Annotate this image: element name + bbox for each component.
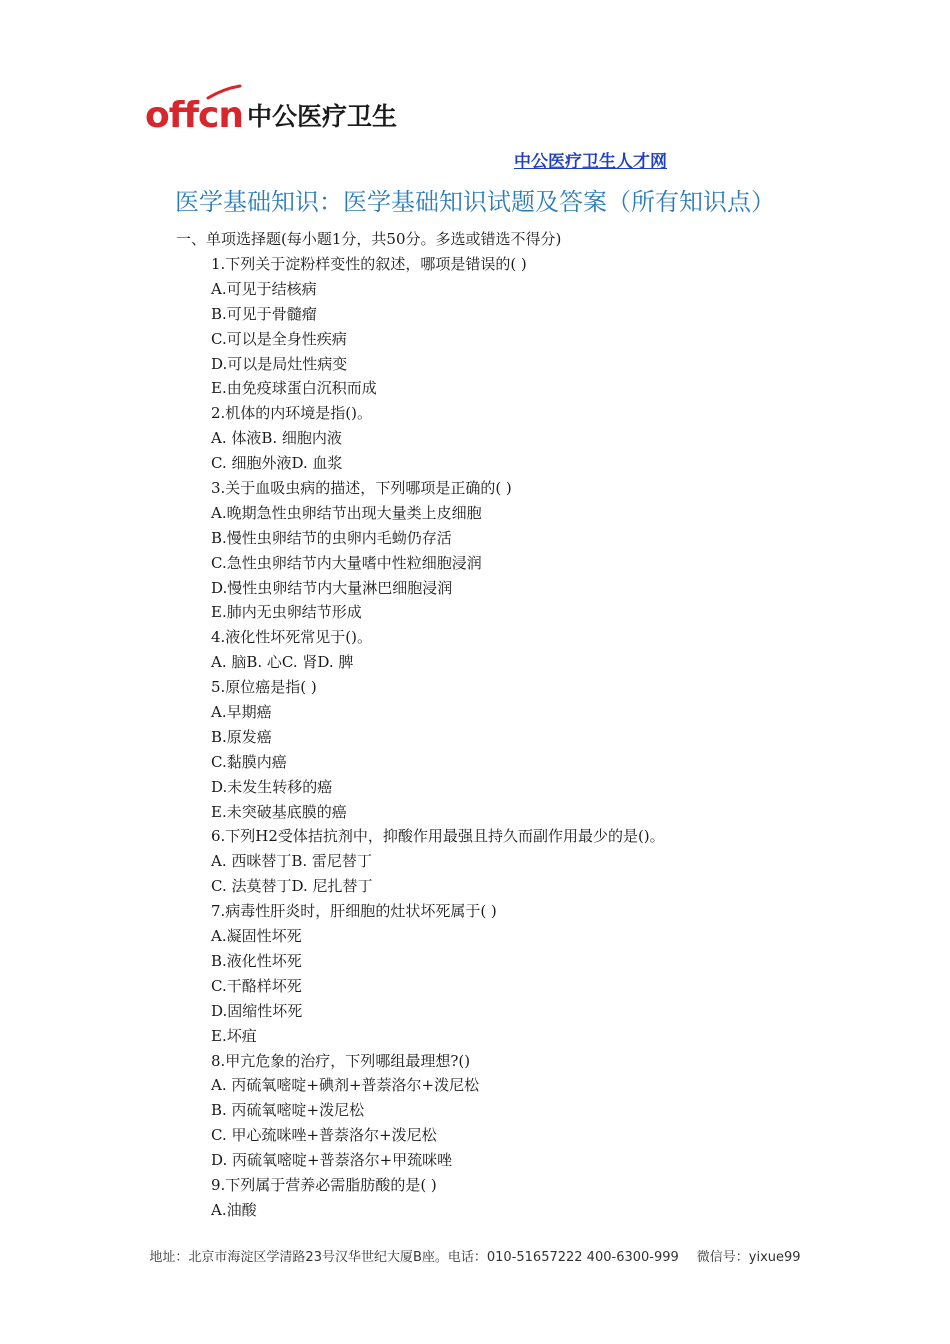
site-link[interactable]: 中公医疗卫生人才网 <box>514 152 667 172</box>
question-line: A.油酸 <box>211 1200 257 1219</box>
document-title: 医学基础知识：医学基础知识试题及答案（所有知识点） <box>175 188 775 216</box>
question-line: A.可见于结核病 <box>211 279 317 298</box>
question-line: 5.原位癌是指( ) <box>211 678 317 697</box>
question-line: A. 脑B. 心C. 肾D. 脾 <box>211 653 354 672</box>
question-line: A. 体液B. 细胞内液 <box>211 429 342 448</box>
question-line: E.肺内无虫卵结节形成 <box>211 603 362 622</box>
logo-brand-name: 中公医疗卫生 <box>247 102 398 131</box>
question-line: B.可见于骨髓瘤 <box>211 304 317 323</box>
question-line: 4.液化性坏死常见于()。 <box>211 628 373 647</box>
question-line: 1.下列关于淀粉样变性的叙述，哪项是错误的( ) <box>211 255 527 273</box>
question-line: 8.甲亢危象的治疗，下列哪组最理想?() <box>211 1051 471 1070</box>
footer-address: 地址：北京市海淀区学清路23号汉华世纪大厦B座。电话：010-51657222 400-6300-999 <box>149 1250 679 1265</box>
question-line: E.未突破基底膜的癌 <box>211 802 347 821</box>
logo-mark: offcn <box>145 95 244 136</box>
question-line: C.干酪样坏死 <box>211 976 302 995</box>
question-line: 9.下列属于营养必需脂肪酸的是( ) <box>211 1175 437 1194</box>
question-line: C.急性虫卵结节内大量嗜中性粒细胞浸润 <box>211 553 482 572</box>
question-line: D.慢性虫卵结节内大量淋巴细胞浸润 <box>211 578 453 597</box>
question-line: B.慢性虫卵结节的虫卵内毛蚴仍存活 <box>211 528 452 547</box>
question-line: B.原发癌 <box>211 727 272 746</box>
question-line: C.黏膜内癌 <box>211 752 287 771</box>
question-line: A.早期癌 <box>211 703 272 722</box>
question-line: 6.下列H2受体拮抗剂中，抑酸作用最强且持久而副作用最少的是()。 <box>211 827 665 846</box>
question-list <box>211 253 665 1224</box>
question-line: D. 丙硫氧嘧啶+普萘洛尔+甲巯咪唑 <box>211 1151 453 1170</box>
footer-wechat: 微信号：yixue99 <box>696 1250 801 1265</box>
question-line: 3.关于血吸虫病的描述，下列哪项是正确的( ) <box>211 479 512 498</box>
question-line: E.由免疫球蛋白沉积而成 <box>211 379 377 398</box>
page-footer <box>0 1246 950 1265</box>
question-line: B.液化性坏死 <box>211 951 302 970</box>
question-line: A.凝固性坏死 <box>211 927 302 946</box>
question-line: C. 甲心巯咪唑+普萘洛尔+泼尼松 <box>211 1126 437 1145</box>
question-line: C. 法莫替丁D. 尼扎替丁 <box>211 877 373 896</box>
question-line: C. 细胞外液D. 血浆 <box>211 454 343 473</box>
question-line: D.固缩性坏死 <box>211 1001 303 1020</box>
section-heading: 一、单项选择题(每小题1分，共50分。多选或错选不得分) <box>176 230 562 248</box>
question-line: A.晚期急性虫卵结节出现大量类上皮细胞 <box>211 503 482 522</box>
question-line: 2.机体的内环境是指()。 <box>211 404 373 423</box>
question-line: 7.病毒性肝炎时，肝细胞的灶状坏死属于( ) <box>211 902 497 921</box>
question-line: C.可以是全身性疾病 <box>211 329 347 348</box>
question-line: A. 西咪替丁B. 雷尼替丁 <box>211 852 372 871</box>
question-line: A. 丙硫氧嘧啶+碘剂+普萘洛尔+泼尼松 <box>211 1076 480 1095</box>
question-line: D.可以是局灶性病变 <box>211 354 348 373</box>
logo-swoosh-icon <box>146 84 246 104</box>
question-line: B. 丙硫氧嘧啶+泼尼松 <box>211 1101 365 1120</box>
question-line: E.坏疽 <box>211 1026 257 1045</box>
question-line: D.未发生转移的癌 <box>211 777 333 796</box>
